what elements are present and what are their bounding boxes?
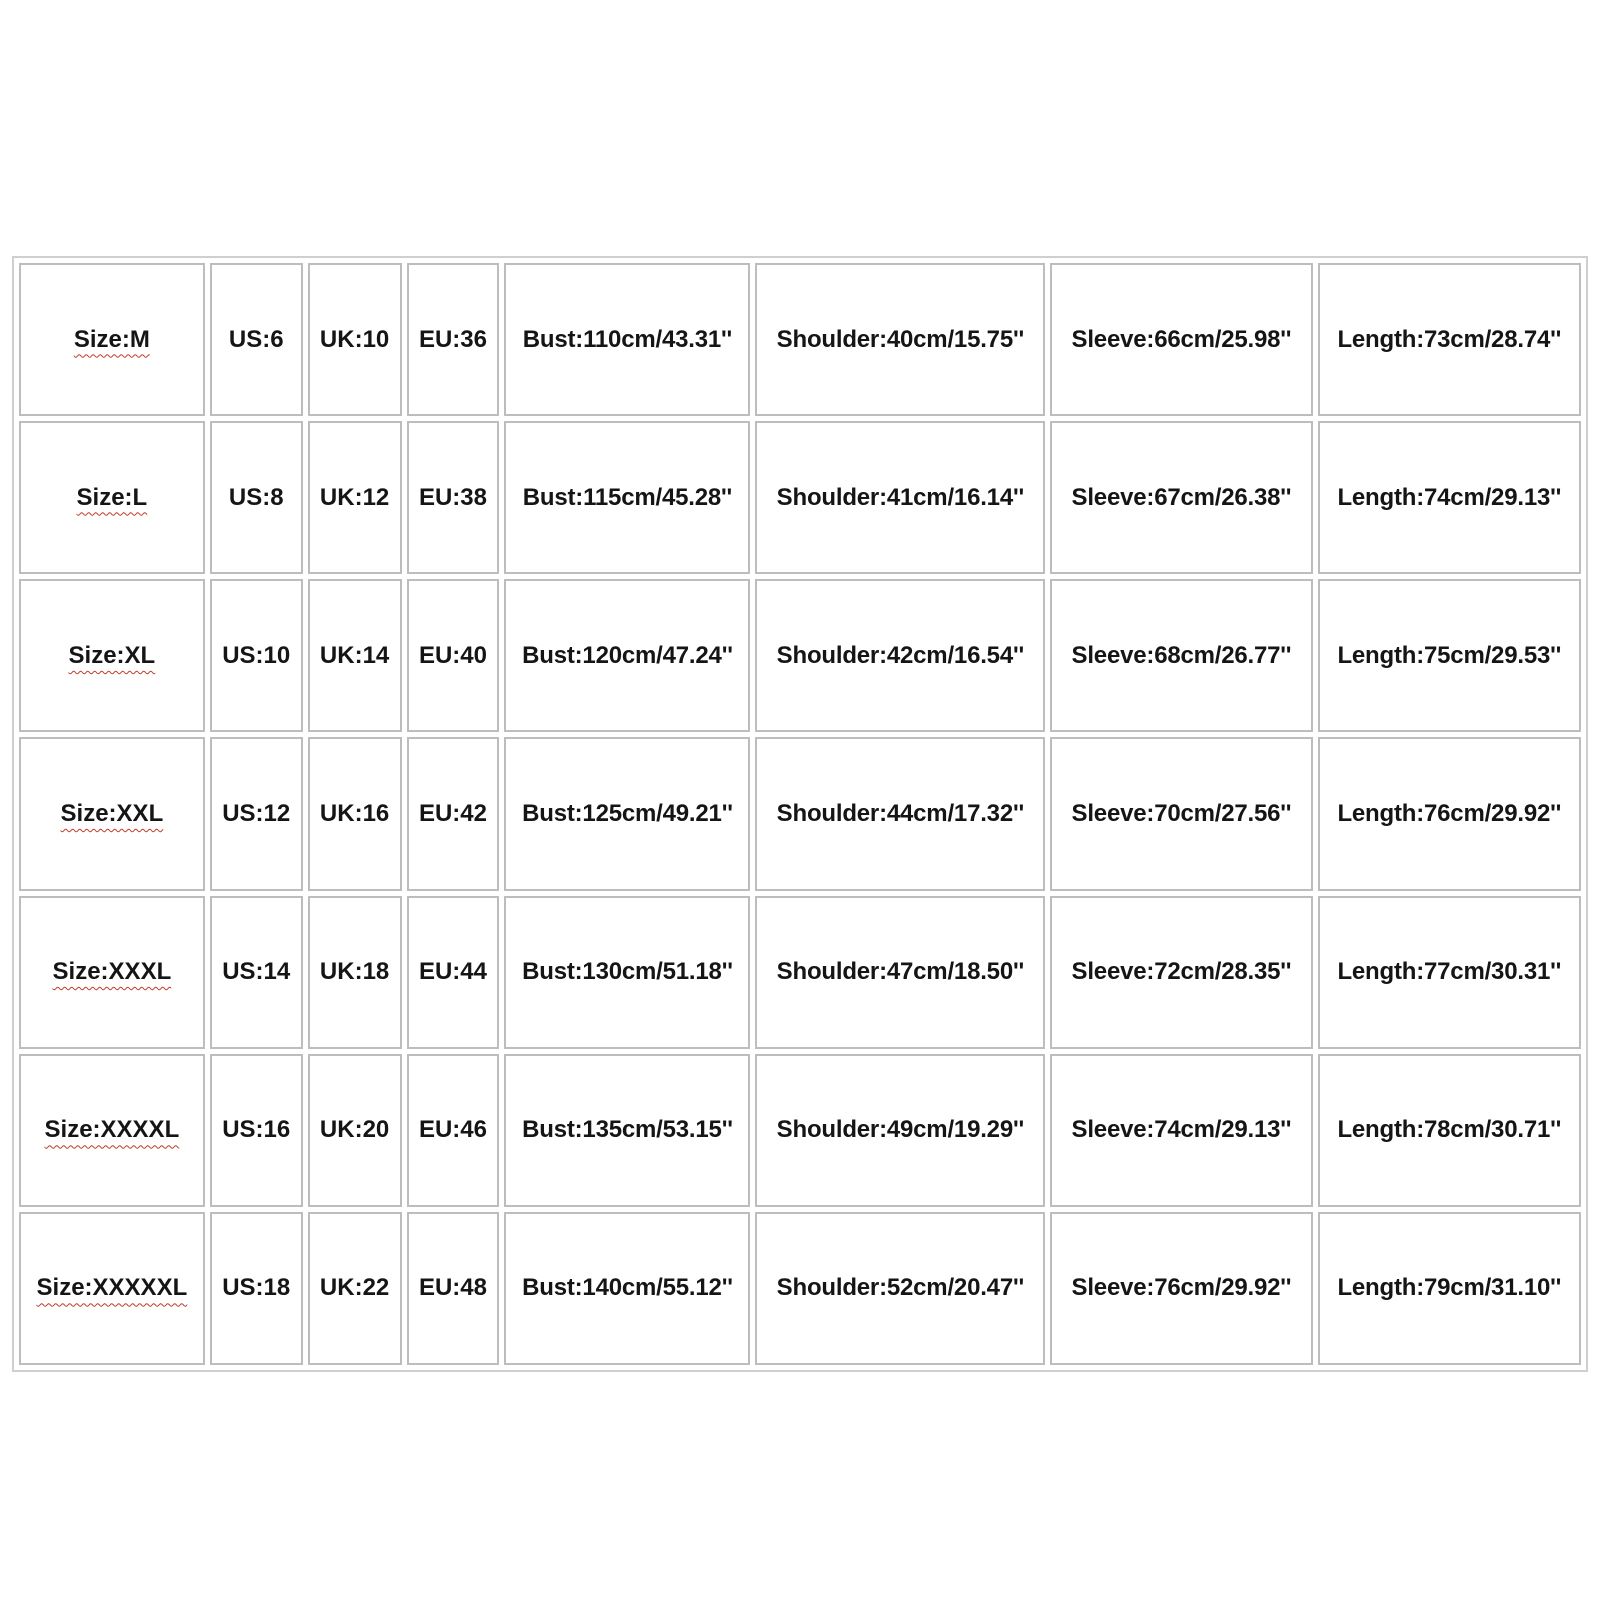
uk-size-cell: UK:12 [308, 421, 402, 574]
us-size-cell: US:12 [210, 737, 303, 890]
us-size-cell: US:8 [210, 421, 303, 574]
us-size-cell: US:10 [210, 579, 303, 732]
length-cell: Length:79cm/31.10'' [1318, 1212, 1581, 1365]
sleeve-cell: Sleeve:74cm/29.13'' [1050, 1054, 1312, 1207]
eu-size-cell: EU:44 [407, 896, 500, 1049]
size-cell [19, 1054, 205, 1207]
shoulder-cell: Shoulder:44cm/17.32'' [755, 737, 1045, 890]
eu-size-cell: EU:36 [407, 263, 500, 416]
size-cell [19, 1212, 205, 1365]
eu-size-cell: EU:46 [407, 1054, 500, 1207]
us-size-cell: US:6 [210, 263, 303, 416]
eu-size-cell: EU:40 [407, 579, 500, 732]
length-cell: Length:78cm/30.71'' [1318, 1054, 1581, 1207]
size-row [19, 1054, 1581, 1207]
bust-cell: Bust:110cm/43.31'' [504, 263, 750, 416]
shoulder-cell: Shoulder:42cm/16.54'' [755, 579, 1045, 732]
size-cell [19, 737, 205, 890]
uk-size-cell: UK:16 [308, 737, 402, 890]
sleeve-cell: Sleeve:70cm/27.56'' [1050, 737, 1312, 890]
sleeve-cell: Sleeve:68cm/26.77'' [1050, 579, 1312, 732]
shoulder-cell: Shoulder:40cm/15.75'' [755, 263, 1045, 416]
size-label: Size:XXXL [52, 958, 172, 986]
uk-size-cell: UK:10 [308, 263, 402, 416]
eu-size-cell: EU:38 [407, 421, 500, 574]
size-row [19, 263, 1581, 416]
sleeve-cell: Sleeve:67cm/26.38'' [1050, 421, 1312, 574]
bust-cell: Bust:135cm/53.15'' [504, 1054, 750, 1207]
size-row [19, 896, 1581, 1049]
shoulder-cell: Shoulder:49cm/19.29'' [755, 1054, 1045, 1207]
bust-cell: Bust:140cm/55.12'' [504, 1212, 750, 1365]
sleeve-cell: Sleeve:66cm/25.98'' [1050, 263, 1312, 416]
size-label: Size:XXXXXL [36, 1274, 188, 1302]
bust-cell: Bust:130cm/51.18'' [504, 896, 750, 1049]
uk-size-cell: UK:22 [308, 1212, 402, 1365]
bust-cell: Bust:125cm/49.21'' [504, 737, 750, 890]
size-label: Size:XXL [60, 799, 164, 827]
us-size-cell: US:18 [210, 1212, 303, 1365]
sleeve-cell: Sleeve:76cm/29.92'' [1050, 1212, 1312, 1365]
size-label: Size:M [73, 325, 150, 353]
length-cell: Length:74cm/29.13'' [1318, 421, 1581, 574]
size-row [19, 737, 1581, 890]
length-cell: Length:77cm/30.31'' [1318, 896, 1581, 1049]
uk-size-cell: UK:20 [308, 1054, 402, 1207]
size-label: Size:L [76, 483, 148, 511]
size-cell [19, 421, 205, 574]
size-cell [19, 579, 205, 732]
size-cell [19, 263, 205, 416]
bust-cell: Bust:120cm/47.24'' [504, 579, 750, 732]
uk-size-cell: UK:14 [308, 579, 402, 732]
shoulder-cell: Shoulder:47cm/18.50'' [755, 896, 1045, 1049]
size-chart-table [12, 256, 1588, 1372]
size-label: Size:XL [68, 641, 156, 669]
sleeve-cell: Sleeve:72cm/28.35'' [1050, 896, 1312, 1049]
shoulder-cell: Shoulder:52cm/20.47'' [755, 1212, 1045, 1365]
size-row [19, 421, 1581, 574]
us-size-cell: US:14 [210, 896, 303, 1049]
size-row [19, 1212, 1581, 1365]
us-size-cell: US:16 [210, 1054, 303, 1207]
bust-cell: Bust:115cm/45.28'' [504, 421, 750, 574]
shoulder-cell: Shoulder:41cm/16.14'' [755, 421, 1045, 574]
size-label: Size:XXXXL [44, 1116, 180, 1144]
eu-size-cell: EU:48 [407, 1212, 500, 1365]
eu-size-cell: EU:42 [407, 737, 500, 890]
size-row [19, 579, 1581, 732]
uk-size-cell: UK:18 [308, 896, 402, 1049]
length-cell: Length:73cm/28.74'' [1318, 263, 1581, 416]
length-cell: Length:76cm/29.92'' [1318, 737, 1581, 890]
length-cell: Length:75cm/29.53'' [1318, 579, 1581, 732]
size-cell [19, 896, 205, 1049]
